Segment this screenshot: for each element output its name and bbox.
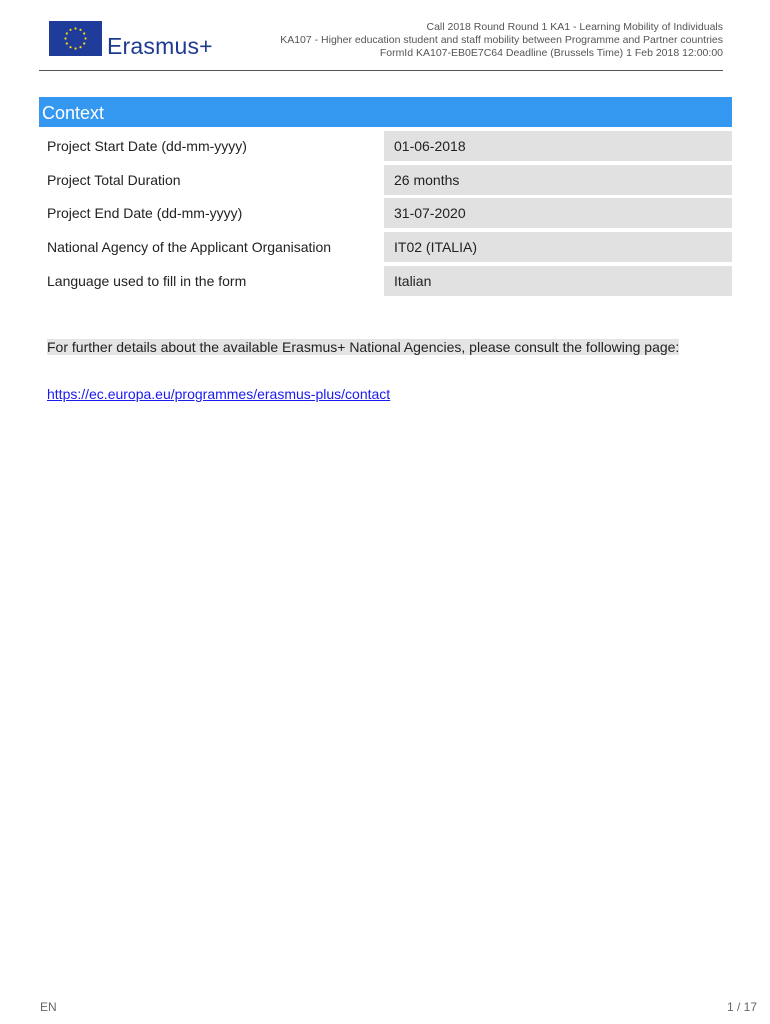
field-label: National Agency of the Applicant Organisation [47, 239, 332, 256]
table-row [39, 232, 732, 262]
field-label: Language used to fill in the form [47, 272, 247, 289]
context-table [39, 131, 732, 296]
note-text: For further details about the available Erasmus+ National Agencies, please consult the following page: [47, 339, 680, 355]
section-title: Context [39, 97, 732, 127]
header-action-line: KA107 - Higher education student and staff mobility between Programme and Partner countries [280, 34, 723, 46]
table-row [39, 266, 732, 296]
table-row [39, 131, 732, 161]
national-agencies-note [47, 338, 727, 356]
context-section [39, 97, 732, 299]
field-value: Italian [384, 266, 732, 296]
footer-language: EN [40, 1000, 57, 1014]
eu-stars-icon [49, 21, 102, 56]
national-agencies-link[interactable]: https://ec.europa.eu/programmes/erasmus-plus/contact [47, 386, 391, 402]
field-value: IT02 (ITALIA) [384, 232, 732, 262]
header-call-line: Call 2018 Round Round 1 KA1 - Learning Mobility of Individuals [426, 21, 723, 33]
header-form-line: FormId KA107-EB0E7C64 Deadline (Brussels Time) 1 Feb 2018 12:00:00 [379, 47, 723, 59]
field-value: 26 months [384, 165, 732, 195]
erasmus-logo [49, 21, 239, 61]
footer-page-number: 1 / 17 [726, 1000, 757, 1014]
field-value: 31-07-2020 [384, 198, 732, 228]
logo-text: Erasmus+ [107, 33, 213, 59]
field-label: Project Total Duration [47, 171, 181, 188]
header-info [223, 21, 723, 60]
page-header [39, 18, 723, 71]
eu-flag-icon [49, 21, 102, 56]
table-row [39, 165, 732, 195]
table-row [39, 198, 732, 228]
field-label: Project Start Date (dd-mm-yyyy) [47, 138, 247, 154]
field-value: 01-06-2018 [384, 131, 732, 161]
field-label: Project End Date (dd-mm-yyyy) [47, 205, 243, 222]
